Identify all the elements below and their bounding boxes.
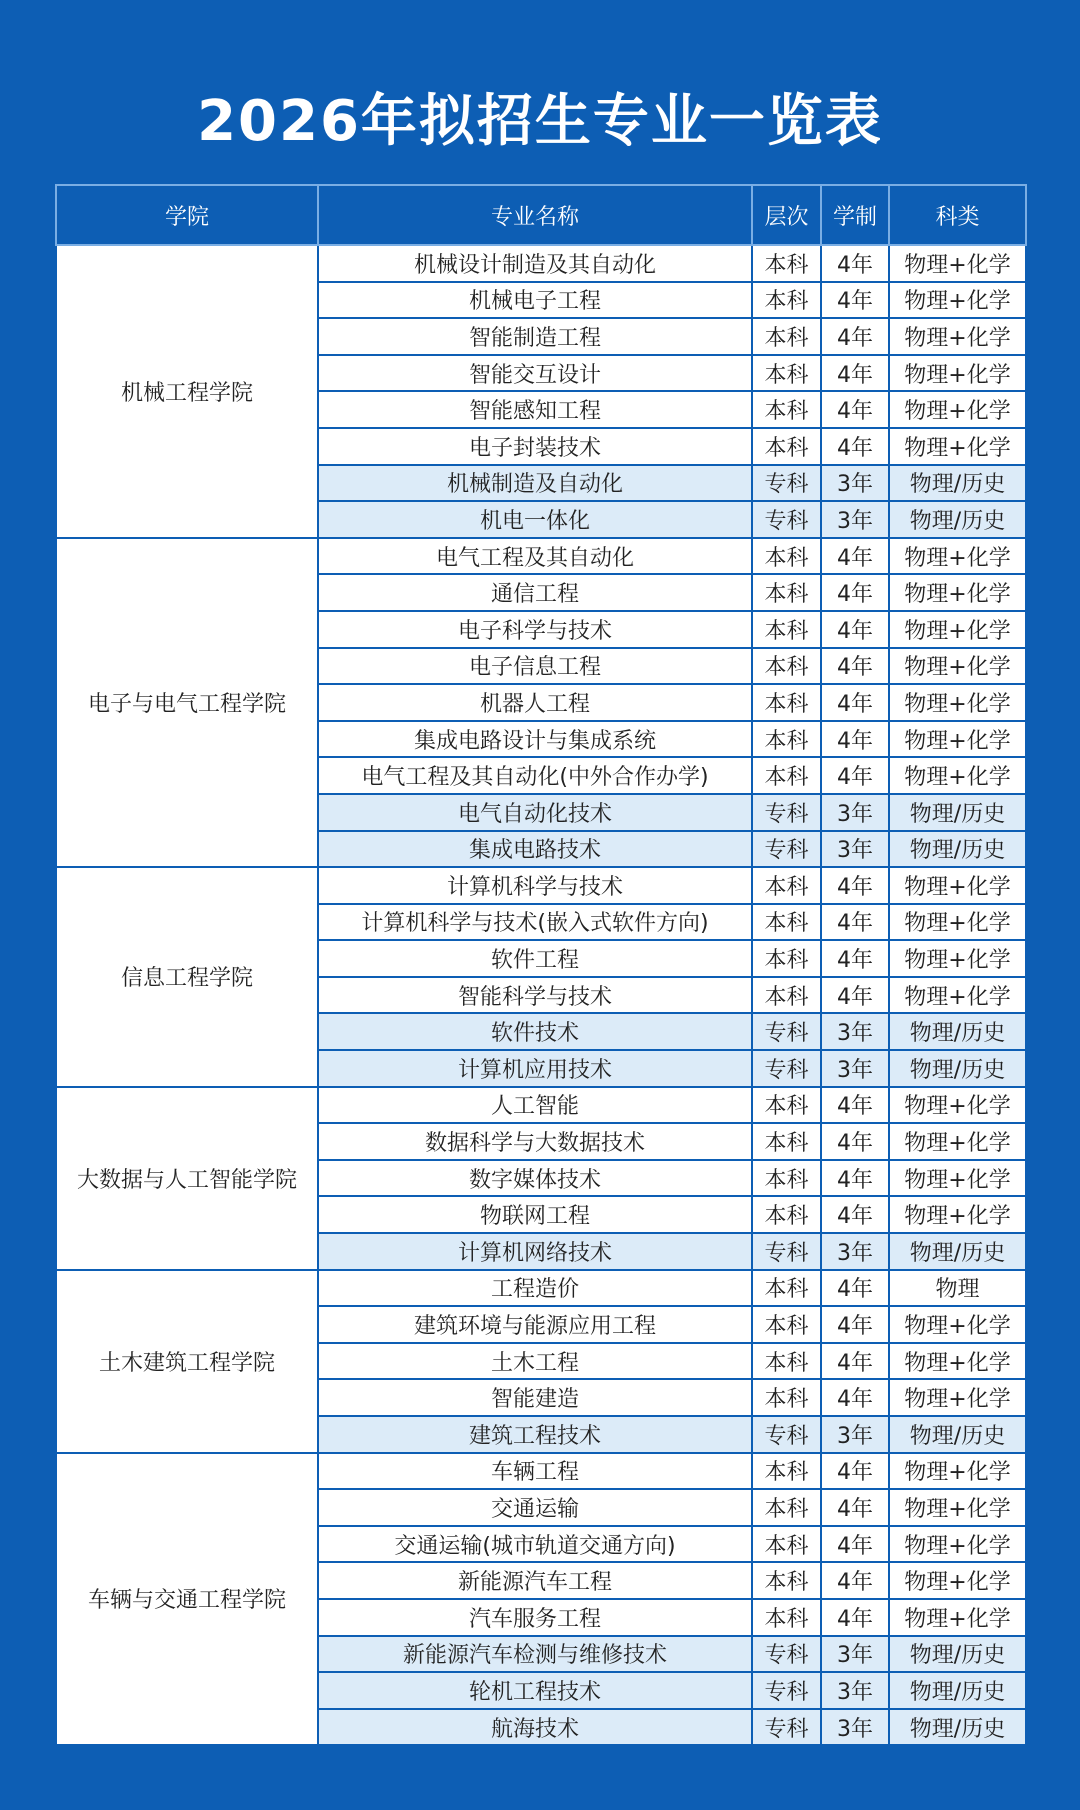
years-cell: 4年 bbox=[821, 1599, 889, 1636]
major-name: 交通运输(城市轨道交通方向) bbox=[318, 1526, 752, 1563]
college-name: 电子与电气工程学院 bbox=[56, 538, 318, 867]
major-name: 汽车服务工程 bbox=[318, 1599, 752, 1636]
major-name: 交通运输 bbox=[318, 1489, 752, 1526]
subject-cell: 物理+化学 bbox=[889, 1306, 1026, 1343]
major-name: 土木工程 bbox=[318, 1343, 752, 1380]
years-cell: 4年 bbox=[821, 574, 889, 611]
subject-cell: 物理+化学 bbox=[889, 1489, 1026, 1526]
subject-cell: 物理+化学 bbox=[889, 245, 1026, 282]
years-cell: 4年 bbox=[821, 867, 889, 904]
table-row bbox=[56, 538, 1026, 575]
years-cell: 4年 bbox=[821, 1160, 889, 1197]
level-cell: 本科 bbox=[752, 648, 821, 685]
years-cell: 4年 bbox=[821, 611, 889, 648]
subject-cell: 物理+化学 bbox=[889, 1526, 1026, 1563]
major-name: 智能制造工程 bbox=[318, 318, 752, 355]
level-cell: 本科 bbox=[752, 1160, 821, 1197]
subject-cell: 物理+化学 bbox=[889, 391, 1026, 428]
major-name: 计算机网络技术 bbox=[318, 1233, 752, 1270]
level-cell: 专科 bbox=[752, 1416, 821, 1453]
header-college: 学院 bbox=[56, 185, 318, 245]
college-name: 大数据与人工智能学院 bbox=[56, 1087, 318, 1270]
years-cell: 4年 bbox=[821, 1562, 889, 1599]
years-cell: 3年 bbox=[821, 1709, 889, 1746]
years-cell: 4年 bbox=[821, 538, 889, 575]
major-name: 电子科学与技术 bbox=[318, 611, 752, 648]
level-cell: 专科 bbox=[752, 1013, 821, 1050]
table-row bbox=[56, 1087, 1026, 1124]
years-cell: 4年 bbox=[821, 1379, 889, 1416]
level-cell: 本科 bbox=[752, 1123, 821, 1160]
subject-cell: 物理/历史 bbox=[889, 1013, 1026, 1050]
college-name: 信息工程学院 bbox=[56, 867, 318, 1087]
page-title: 2026年拟招生专业一览表 bbox=[197, 89, 883, 154]
subject-cell: 物理+化学 bbox=[889, 1160, 1026, 1197]
subject-cell: 物理+化学 bbox=[889, 1379, 1026, 1416]
major-name: 电子信息工程 bbox=[318, 648, 752, 685]
major-name: 软件技术 bbox=[318, 1013, 752, 1050]
level-cell: 本科 bbox=[752, 1306, 821, 1343]
years-cell: 3年 bbox=[821, 1672, 889, 1709]
subject-cell: 物理/历史 bbox=[889, 794, 1026, 831]
years-cell: 4年 bbox=[821, 391, 889, 428]
subject-cell: 物理+化学 bbox=[889, 574, 1026, 611]
majors-table bbox=[55, 184, 1027, 1746]
subject-cell: 物理/历史 bbox=[889, 831, 1026, 868]
major-name: 智能感知工程 bbox=[318, 391, 752, 428]
subject-cell: 物理+化学 bbox=[889, 867, 1026, 904]
subject-cell: 物理/历史 bbox=[889, 1709, 1026, 1746]
subject-cell: 物理+化学 bbox=[889, 1599, 1026, 1636]
major-name: 电气工程及其自动化(中外合作办学) bbox=[318, 757, 752, 794]
major-name: 机械设计制造及其自动化 bbox=[318, 245, 752, 282]
level-cell: 本科 bbox=[752, 1453, 821, 1490]
level-cell: 专科 bbox=[752, 1636, 821, 1673]
level-cell: 本科 bbox=[752, 282, 821, 319]
subject-cell: 物理+化学 bbox=[889, 940, 1026, 977]
level-cell: 本科 bbox=[752, 318, 821, 355]
years-cell: 4年 bbox=[821, 355, 889, 392]
years-cell: 4年 bbox=[821, 245, 889, 282]
major-name: 数字媒体技术 bbox=[318, 1160, 752, 1197]
subject-cell: 物理+化学 bbox=[889, 428, 1026, 465]
years-cell: 4年 bbox=[821, 757, 889, 794]
years-cell: 4年 bbox=[821, 1196, 889, 1233]
subject-cell: 物理+化学 bbox=[889, 282, 1026, 319]
level-cell: 本科 bbox=[752, 1379, 821, 1416]
major-name: 智能建造 bbox=[318, 1379, 752, 1416]
years-cell: 4年 bbox=[821, 1270, 889, 1307]
table-row bbox=[56, 867, 1026, 904]
major-name: 航海技术 bbox=[318, 1709, 752, 1746]
years-cell: 3年 bbox=[821, 1050, 889, 1087]
level-cell: 本科 bbox=[752, 721, 821, 758]
major-name: 机器人工程 bbox=[318, 684, 752, 721]
major-name: 智能科学与技术 bbox=[318, 977, 752, 1014]
level-cell: 专科 bbox=[752, 465, 821, 502]
years-cell: 4年 bbox=[821, 721, 889, 758]
major-name: 通信工程 bbox=[318, 574, 752, 611]
level-cell: 本科 bbox=[752, 867, 821, 904]
level-cell: 专科 bbox=[752, 1709, 821, 1746]
years-cell: 3年 bbox=[821, 501, 889, 538]
table-header-row bbox=[56, 185, 1026, 245]
major-name: 集成电路技术 bbox=[318, 831, 752, 868]
major-name: 智能交互设计 bbox=[318, 355, 752, 392]
level-cell: 本科 bbox=[752, 1196, 821, 1233]
major-name: 集成电路设计与集成系统 bbox=[318, 721, 752, 758]
level-cell: 专科 bbox=[752, 831, 821, 868]
level-cell: 本科 bbox=[752, 1270, 821, 1307]
level-cell: 本科 bbox=[752, 538, 821, 575]
subject-cell: 物理+化学 bbox=[889, 648, 1026, 685]
level-cell: 本科 bbox=[752, 611, 821, 648]
major-name: 计算机科学与技术(嵌入式软件方向) bbox=[318, 904, 752, 941]
years-cell: 4年 bbox=[821, 977, 889, 1014]
major-name: 机械电子工程 bbox=[318, 282, 752, 319]
table-body bbox=[56, 245, 1026, 1745]
years-cell: 4年 bbox=[821, 1087, 889, 1124]
header-major: 专业名称 bbox=[318, 185, 752, 245]
header-years: 学制 bbox=[821, 185, 889, 245]
years-cell: 4年 bbox=[821, 940, 889, 977]
header-subject: 科类 bbox=[889, 185, 1026, 245]
college-name: 土木建筑工程学院 bbox=[56, 1270, 318, 1453]
table-row bbox=[56, 1270, 1026, 1307]
subject-cell: 物理+化学 bbox=[889, 684, 1026, 721]
subject-cell: 物理/历史 bbox=[889, 465, 1026, 502]
table-row bbox=[56, 1453, 1026, 1490]
subject-cell: 物理+化学 bbox=[889, 1087, 1026, 1124]
subject-cell: 物理+化学 bbox=[889, 757, 1026, 794]
major-name: 新能源汽车检测与维修技术 bbox=[318, 1636, 752, 1673]
subject-cell: 物理/历史 bbox=[889, 1636, 1026, 1673]
major-name: 车辆工程 bbox=[318, 1453, 752, 1490]
level-cell: 本科 bbox=[752, 355, 821, 392]
subject-cell: 物理+化学 bbox=[889, 1196, 1026, 1233]
level-cell: 本科 bbox=[752, 940, 821, 977]
header-level: 层次 bbox=[752, 185, 821, 245]
level-cell: 本科 bbox=[752, 1562, 821, 1599]
major-name: 机械制造及自动化 bbox=[318, 465, 752, 502]
subject-cell: 物理+化学 bbox=[889, 904, 1026, 941]
major-name: 计算机应用技术 bbox=[318, 1050, 752, 1087]
subject-cell: 物理+化学 bbox=[889, 721, 1026, 758]
subject-cell: 物理+化学 bbox=[889, 1123, 1026, 1160]
level-cell: 本科 bbox=[752, 1526, 821, 1563]
major-name: 物联网工程 bbox=[318, 1196, 752, 1233]
subject-cell: 物理+化学 bbox=[889, 355, 1026, 392]
major-name: 计算机科学与技术 bbox=[318, 867, 752, 904]
years-cell: 3年 bbox=[821, 1416, 889, 1453]
college-name: 车辆与交通工程学院 bbox=[56, 1453, 318, 1746]
years-cell: 3年 bbox=[821, 1636, 889, 1673]
subject-cell: 物理+化学 bbox=[889, 1562, 1026, 1599]
level-cell: 本科 bbox=[752, 757, 821, 794]
level-cell: 本科 bbox=[752, 245, 821, 282]
years-cell: 4年 bbox=[821, 428, 889, 465]
years-cell: 4年 bbox=[821, 282, 889, 319]
major-name: 电气自动化技术 bbox=[318, 794, 752, 831]
years-cell: 3年 bbox=[821, 1013, 889, 1050]
years-cell: 4年 bbox=[821, 684, 889, 721]
years-cell: 4年 bbox=[821, 1489, 889, 1526]
years-cell: 4年 bbox=[821, 1526, 889, 1563]
years-cell: 4年 bbox=[821, 1123, 889, 1160]
subject-cell: 物理+化学 bbox=[889, 318, 1026, 355]
major-name: 建筑环境与能源应用工程 bbox=[318, 1306, 752, 1343]
subject-cell: 物理/历史 bbox=[889, 1233, 1026, 1270]
level-cell: 专科 bbox=[752, 501, 821, 538]
years-cell: 4年 bbox=[821, 1453, 889, 1490]
level-cell: 本科 bbox=[752, 904, 821, 941]
years-cell: 3年 bbox=[821, 831, 889, 868]
major-name: 工程造价 bbox=[318, 1270, 752, 1307]
years-cell: 4年 bbox=[821, 1306, 889, 1343]
level-cell: 本科 bbox=[752, 1087, 821, 1124]
subject-cell: 物理/历史 bbox=[889, 501, 1026, 538]
major-name: 建筑工程技术 bbox=[318, 1416, 752, 1453]
college-name: 机械工程学院 bbox=[56, 245, 318, 538]
years-cell: 4年 bbox=[821, 1343, 889, 1380]
level-cell: 本科 bbox=[752, 1343, 821, 1380]
level-cell: 专科 bbox=[752, 1672, 821, 1709]
table-row bbox=[56, 245, 1026, 282]
subject-cell: 物理+化学 bbox=[889, 538, 1026, 575]
major-name: 数据科学与大数据技术 bbox=[318, 1123, 752, 1160]
level-cell: 专科 bbox=[752, 1050, 821, 1087]
major-name: 人工智能 bbox=[318, 1087, 752, 1124]
years-cell: 4年 bbox=[821, 318, 889, 355]
major-name: 电气工程及其自动化 bbox=[318, 538, 752, 575]
subject-cell: 物理/历史 bbox=[889, 1050, 1026, 1087]
level-cell: 专科 bbox=[752, 794, 821, 831]
level-cell: 本科 bbox=[752, 391, 821, 428]
major-name: 新能源汽车工程 bbox=[318, 1562, 752, 1599]
subject-cell: 物理 bbox=[889, 1270, 1026, 1307]
years-cell: 4年 bbox=[821, 648, 889, 685]
subject-cell: 物理+化学 bbox=[889, 1453, 1026, 1490]
major-name: 机电一体化 bbox=[318, 501, 752, 538]
years-cell: 4年 bbox=[821, 904, 889, 941]
level-cell: 本科 bbox=[752, 428, 821, 465]
subject-cell: 物理+化学 bbox=[889, 611, 1026, 648]
major-name: 软件工程 bbox=[318, 940, 752, 977]
level-cell: 本科 bbox=[752, 1489, 821, 1526]
level-cell: 本科 bbox=[752, 977, 821, 1014]
level-cell: 本科 bbox=[752, 1599, 821, 1636]
level-cell: 本科 bbox=[752, 574, 821, 611]
subject-cell: 物理/历史 bbox=[889, 1672, 1026, 1709]
years-cell: 3年 bbox=[821, 465, 889, 502]
subject-cell: 物理/历史 bbox=[889, 1416, 1026, 1453]
subject-cell: 物理+化学 bbox=[889, 1343, 1026, 1380]
years-cell: 3年 bbox=[821, 794, 889, 831]
level-cell: 本科 bbox=[752, 684, 821, 721]
major-name: 轮机工程技术 bbox=[318, 1672, 752, 1709]
subject-cell: 物理+化学 bbox=[889, 977, 1026, 1014]
years-cell: 3年 bbox=[821, 1233, 889, 1270]
level-cell: 专科 bbox=[752, 1233, 821, 1270]
major-name: 电子封装技术 bbox=[318, 428, 752, 465]
